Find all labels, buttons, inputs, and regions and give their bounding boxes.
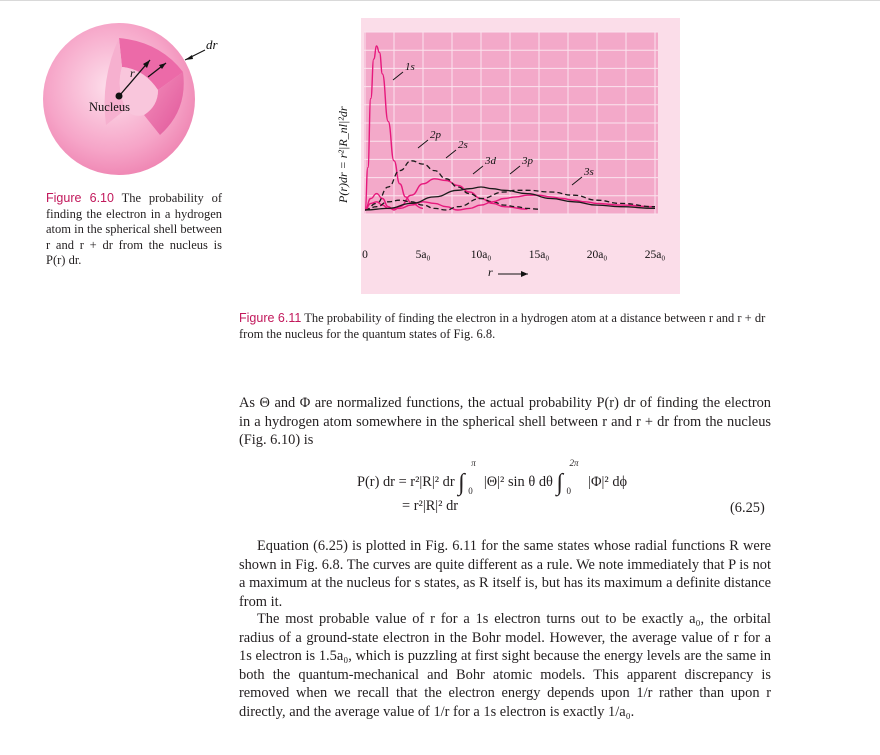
chart-grid <box>364 32 658 214</box>
dr-label: dr <box>206 37 218 52</box>
x-tick-label: 15a₀ <box>528 249 550 261</box>
series-label-2s: 2s <box>458 139 468 151</box>
x-tick-label: 10a₀ <box>470 249 492 261</box>
label-pointer-3p <box>510 166 520 174</box>
nucleus-label: Nucleus <box>89 100 130 114</box>
x-tick-label: 25a₀ <box>644 249 666 261</box>
equation-line-2: = r²|R|² dr <box>402 498 459 514</box>
figure-6-11-label: Figure 6.11 <box>239 311 302 325</box>
paragraph-plot-description: Equation (6.25) is plotted in Fig. 6.11 for the same states whose radial functions R were shown in Fig. 6.8. The curves are quite different as a rule. We note immediately that P is not a maximum at the nucleus for s states, as R itself is, but has its maximum a definite distance from it. <box>239 538 771 610</box>
integral-sign-2: ∫ <box>556 470 564 496</box>
paragraph-most-probable: The most probable value of r for a 1s electron turns out to be exactly a₀, the orbital radius of a ground-state electron in the Bohr model. However, the average value of r for a 1s electron is 1.5a₀, which is puzzling at first sight because the energy levels are the same in both the quantum-mechanical and Bohr atomic models. This apparent discrepancy is removed when we recall that the electron energy depends upon 1/r rather than upon r directly, and the average value of 1/r for a 1s electron is exactly 1/a₀. <box>239 611 771 720</box>
series-label-3s: 3s <box>584 166 594 178</box>
paragraph-intro: As Θ and Φ are normalized functions, the actual probability P(r) dr of finding the electron in a hydrogen atom somewhere in the spherical shell between r and r + dr from the nucleus (Fig. 6.10) is <box>239 395 771 449</box>
equation-lhs: P(r) dr = r²|R|² dr <box>357 474 455 490</box>
integral-2-lower: 0 <box>566 486 572 496</box>
integral-2-upper: 2π <box>569 458 579 468</box>
equation-line-1 <box>357 458 628 496</box>
integral-phi <box>556 458 585 496</box>
label-pointer-3s <box>572 177 582 185</box>
integral-sign-1: ∫ <box>458 470 465 496</box>
r-label: r <box>130 66 135 80</box>
integral-1-lower: 0 <box>468 486 473 496</box>
equation-number: (6.25) <box>730 500 765 516</box>
series-label-1s: 1s <box>405 61 415 73</box>
y-axis-label: P(r)dr = r²|R_nl|²dr <box>336 106 350 203</box>
x-tick-label: 5a₀ <box>415 249 431 261</box>
integral-2-body: |Φ|² dϕ <box>588 474 628 490</box>
figure-6-11-text: The probability of finding the electron in a hydrogen atom at a distance between r and r + dr from the nucleus for the quantum states of Fig. 6.8. <box>239 311 766 341</box>
chart-ticks <box>362 249 665 261</box>
figure-6-11-caption <box>239 311 779 342</box>
integral-theta <box>458 458 480 496</box>
dr-pointer-head <box>185 55 193 60</box>
series-label-3p: 3p <box>522 155 533 167</box>
sphere-illustration <box>40 20 240 185</box>
top-rule <box>0 0 880 1</box>
label-pointer-2s <box>446 150 456 158</box>
probability-chart <box>330 18 680 294</box>
x-tick-label: 20a₀ <box>586 249 608 261</box>
figure-6-10-caption <box>46 191 222 269</box>
integral-1-upper: π <box>471 458 476 468</box>
x-tick-label: 0 <box>362 249 368 261</box>
x-axis-arrowhead <box>521 271 528 277</box>
x-axis-label: r <box>488 265 493 279</box>
figure-6-10-text: The probability of finding the electron in a hydrogen atom in the spherical shell between r and r + dr from the nucleus is P(r) dr. <box>46 191 222 268</box>
series-label-3d: 3d <box>485 155 496 167</box>
integral-1-body: |Θ|² sin θ dθ <box>483 474 553 490</box>
series-label-2p: 2p <box>430 129 441 141</box>
figure-6-10-label: Figure 6.10 <box>46 191 114 205</box>
